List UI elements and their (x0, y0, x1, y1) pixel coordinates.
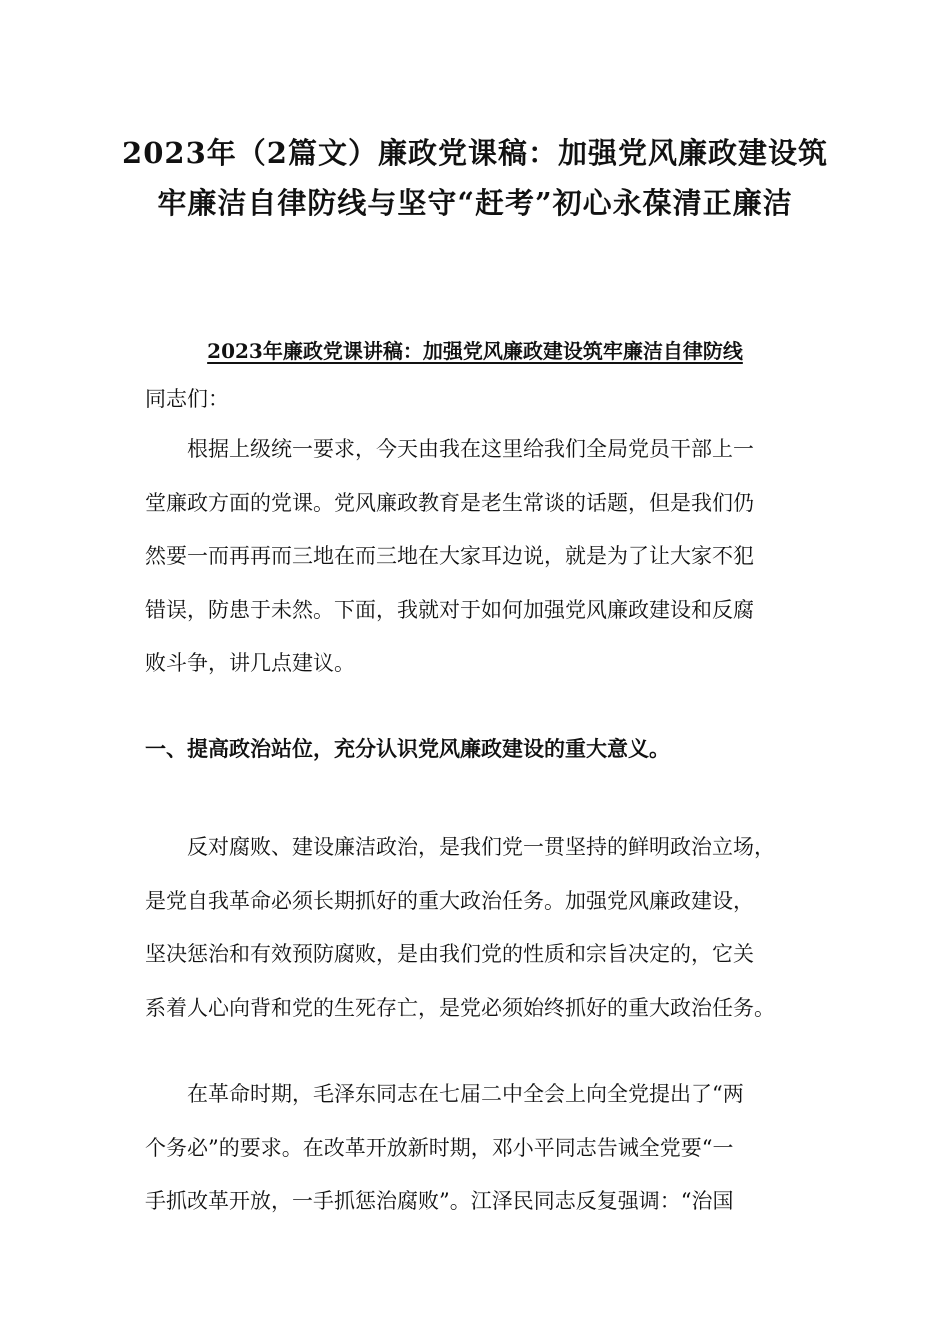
section-heading-1: 一、提高政治站位，充分认识党风廉政建设的重大意义。 (145, 736, 670, 761)
paragraph-line: 个务必”的要求。在改革开放新时期，邓小平同志告诫全党要“一 (145, 1135, 734, 1160)
paragraph-line: 系着人心向背和党的生死存亡，是党必须始终抓好的重大政治任务。 (145, 995, 775, 1020)
paragraph-line: 根据上级统一要求，今天由我在这里给我们全局党员干部上一 (145, 437, 754, 461)
section-subtitle (145, 336, 805, 366)
salutation: 同志们： (145, 387, 229, 411)
paragraph-line: 败斗争，讲几点建议。 (145, 651, 355, 675)
paragraph-line: 反对腐败、建设廉洁政治，是我们党一贯坚持的鲜明政治立场， (145, 835, 775, 859)
document-title (120, 128, 830, 228)
paragraph-intro (145, 423, 805, 691)
paragraph-line: 是党自我革命必须长期抓好的重大政治任务。加强党风廉政建设， (145, 888, 754, 913)
paragraph-line: 手抓改革开放，一手抓惩治腐败”。江泽民同志反复强调：“治国 (145, 1189, 734, 1213)
paragraph-significance (145, 821, 805, 1035)
paragraph-line: 堂廉政方面的党课。党风廉政教育是老生常谈的话题，但是我们仍 (145, 490, 754, 515)
subtitle-text: 2023年廉政党课讲稿：加强党风廉政建设筑牢廉洁自律防线 (207, 339, 743, 363)
paragraph-line: 然要一而再再而三地在而三地在大家耳边说，就是为了让大家不犯 (145, 544, 754, 568)
title-line-2: 牢廉洁自律防线与坚守“赶考”初心永葆清正廉洁 (157, 186, 793, 220)
paragraph-line: 在革命时期，毛泽东同志在七届二中全会上向全党提出了“两 (145, 1082, 744, 1106)
paragraph-line: 坚决惩治和有效预防腐败，是由我们党的性质和宗旨决定的，它关 (145, 942, 754, 966)
paragraph-line: 错误，防患于未然。下面，我就对于如何加强党风廉政建设和反腐 (145, 597, 754, 622)
title-line-1: 2023年（2篇文）廉政党课稿：加强党风廉政建设筑 (122, 136, 828, 170)
paragraph-history (145, 1068, 805, 1229)
